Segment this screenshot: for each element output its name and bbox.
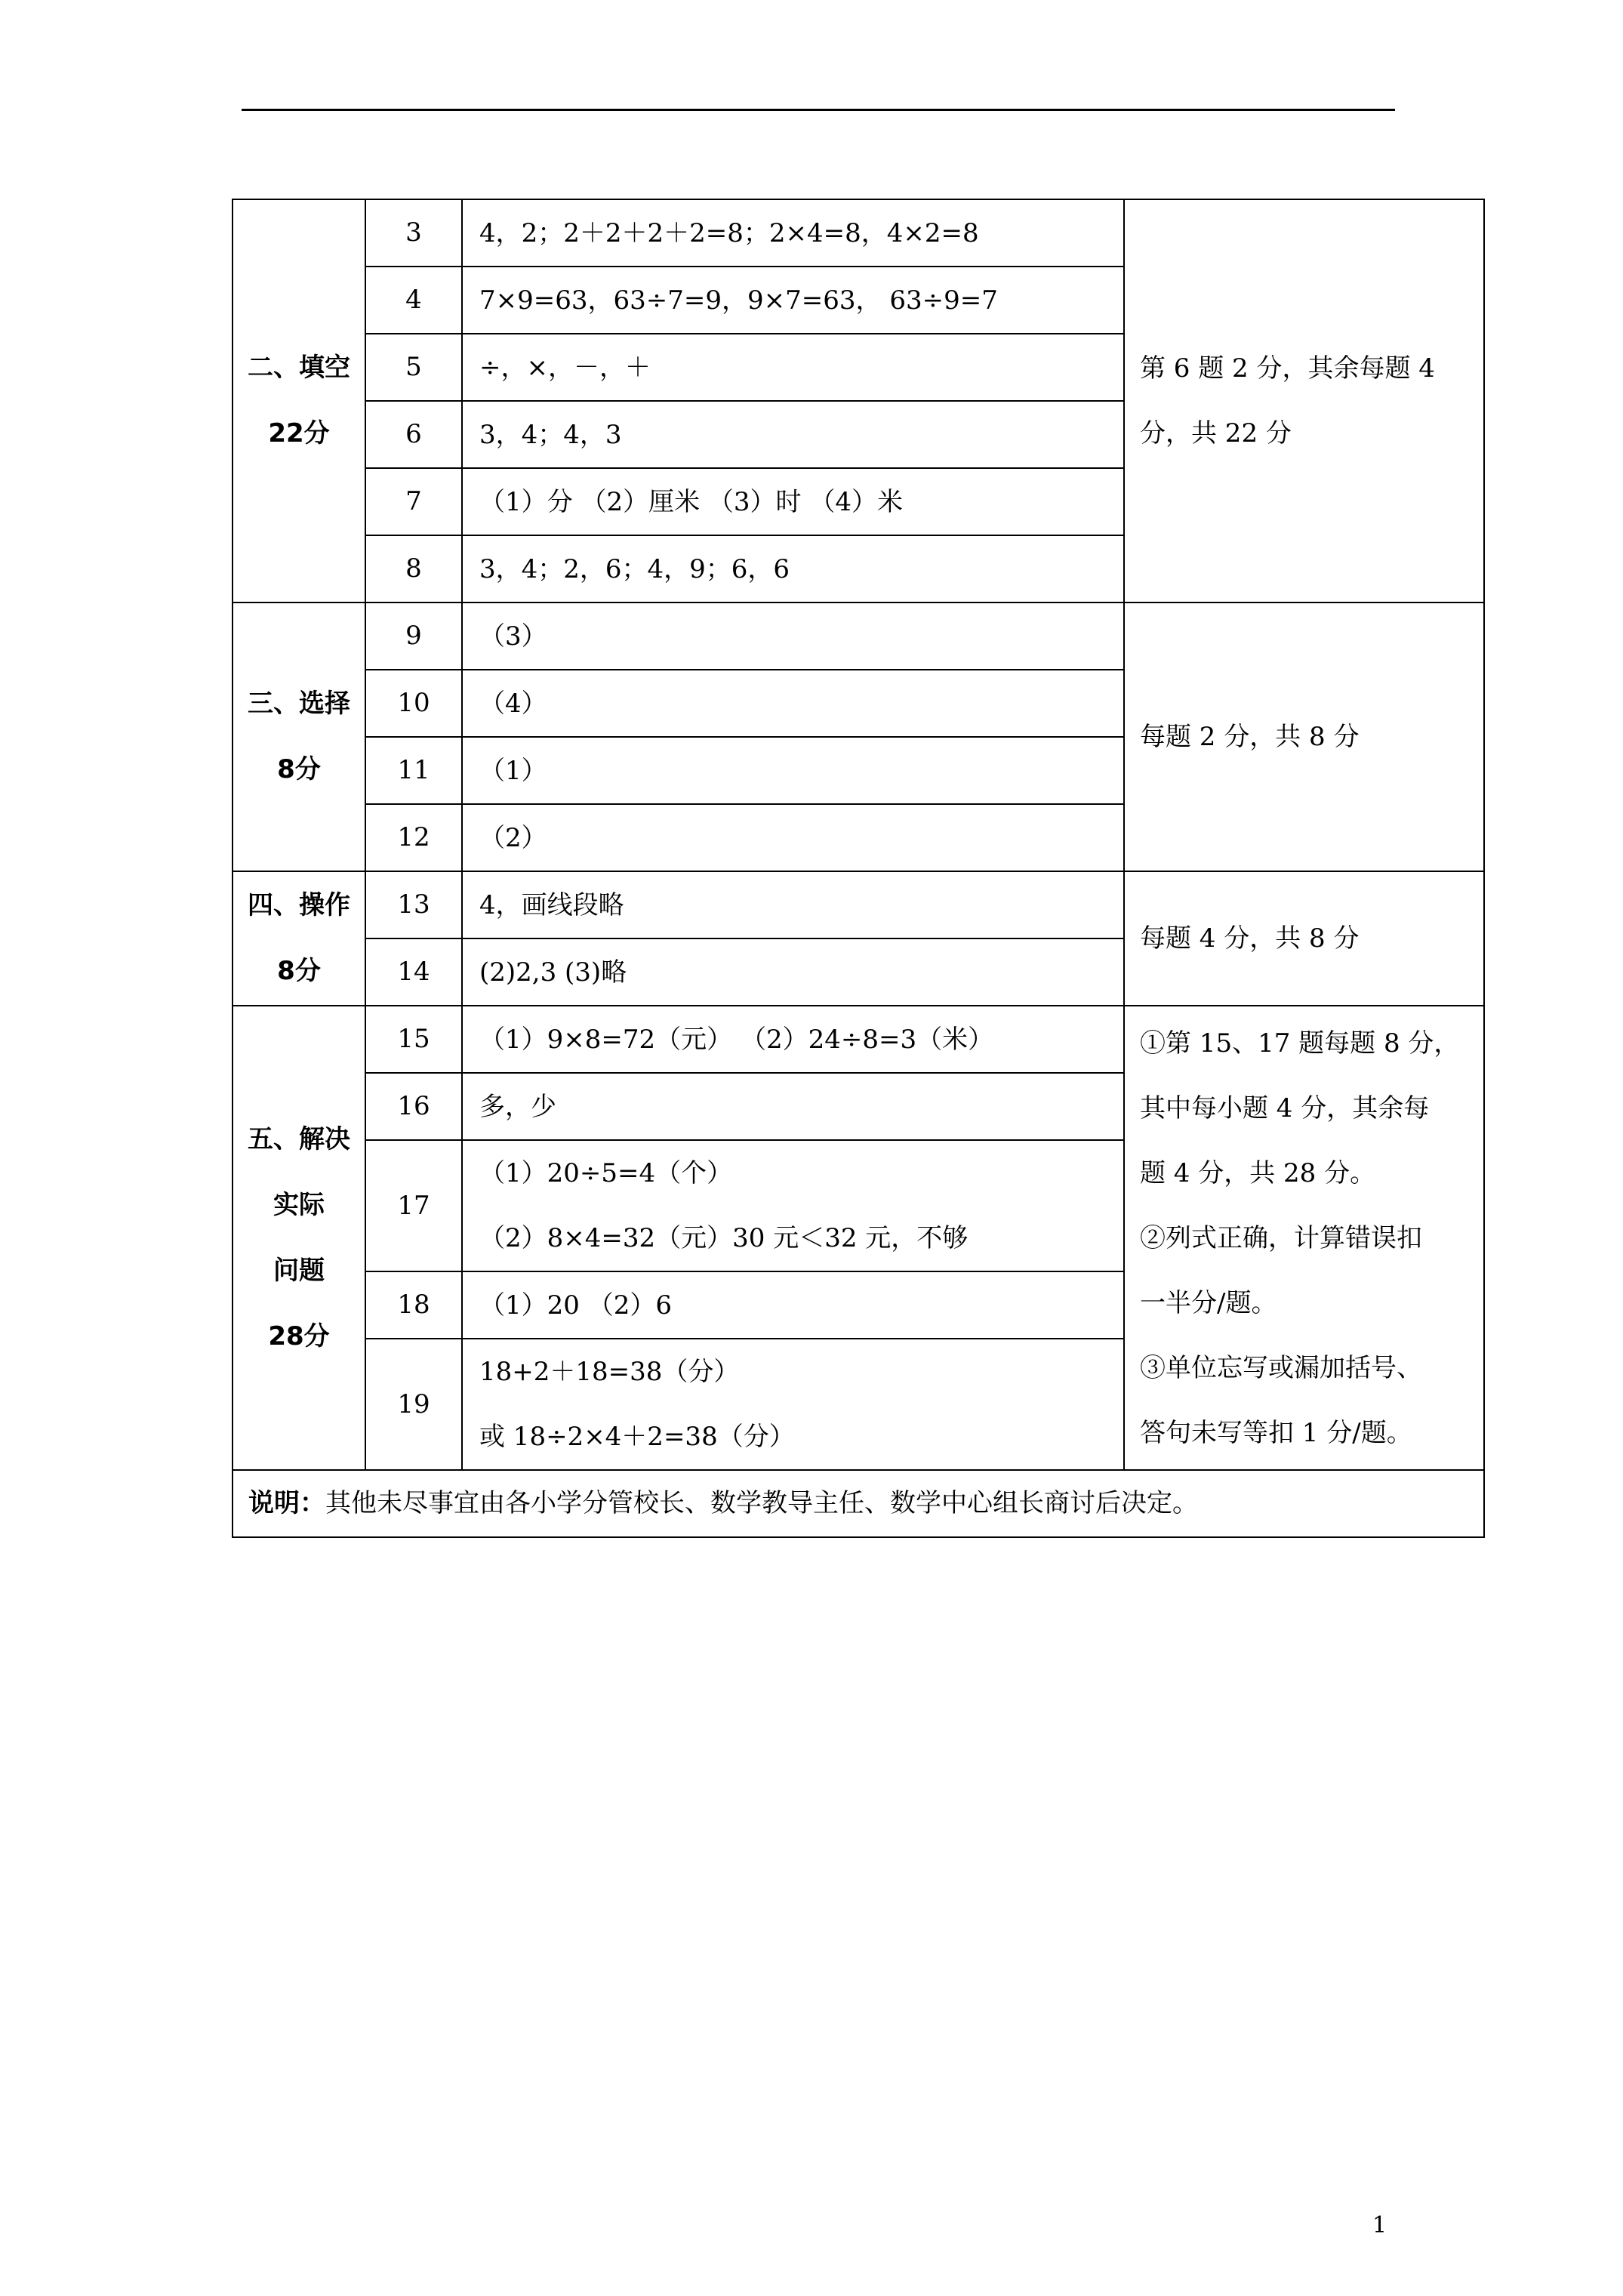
scoring-rule (1124, 199, 1484, 603)
question-number: 9 (365, 603, 462, 670)
answer-cell (462, 468, 1124, 535)
section-title (233, 871, 365, 1006)
section-title-line: 28分 (268, 1321, 330, 1351)
answer-line: (2)2,3 (3)略 (479, 957, 627, 988)
section-title-line: 8分 (277, 754, 321, 784)
question-number: 12 (365, 804, 462, 871)
question-number: 10 (365, 670, 462, 737)
answer-cell (462, 871, 1124, 938)
answer-line: ÷，×，－，＋ (479, 352, 651, 383)
answer-line: 4，画线段略 (479, 889, 624, 920)
question-number: 17 (365, 1140, 462, 1271)
scoring-rule-line: ②列式正确，计算错误扣 (1140, 1222, 1422, 1253)
answer-line: （1）分 （2）厘米 （3）时 （4）米 (479, 486, 903, 517)
question-number: 4 (365, 267, 462, 334)
scoring-rule-line: 一半分/题。 (1140, 1287, 1277, 1318)
section-title-line: 问题 (273, 1255, 325, 1286)
answer-cell (462, 1073, 1124, 1140)
question-number: 18 (365, 1271, 462, 1339)
scoring-rule-line: 第 6 题 2 分，其余每题 4 (1140, 353, 1435, 384)
answer-cell (462, 804, 1124, 871)
answer-cell (462, 1006, 1124, 1073)
scoring-rule-line: 分，共 22 分 (1140, 418, 1292, 448)
answer-line: （4） (479, 688, 547, 719)
answer-row (233, 871, 1484, 938)
scoring-rule-line: ①第 15、17 题每题 8 分， (1140, 1028, 1460, 1059)
question-number: 14 (365, 938, 462, 1006)
answer-line: 多，少 (479, 1091, 556, 1122)
scoring-rule (1124, 871, 1484, 1006)
answer-cell (462, 1339, 1124, 1470)
answer-cell (462, 1271, 1124, 1339)
scoring-rule-line: 其中每小题 4 分，其余每 (1140, 1093, 1430, 1123)
answer-line: 18+2＋18=38（分） (479, 1357, 740, 1387)
note-cell (233, 1470, 1484, 1537)
scoring-rule (1124, 603, 1484, 871)
section-title-line: 8分 (277, 956, 321, 986)
question-number: 3 (365, 199, 462, 267)
answer-row (233, 1006, 1484, 1073)
scoring-rule-line: 答句未写等扣 1 分/题。 (1140, 1417, 1412, 1448)
answer-line: （2） (479, 822, 547, 853)
answer-cell (462, 603, 1124, 670)
answer-line: （3） (479, 621, 547, 652)
answer-line: 7×9=63，63÷7=9，9×7=63， 63÷9=7 (479, 285, 998, 316)
note-text: 其他未尽事宜由各小学分管校长、数学教导主任、数学中心组长商讨后决定。 (325, 1488, 1198, 1518)
answer-cell (462, 401, 1124, 468)
answer-key-table-body (233, 199, 1484, 1470)
answer-row (233, 199, 1484, 267)
answer-cell (462, 1140, 1124, 1271)
note-row (233, 1470, 1484, 1537)
section-title-line: 五、解决 (248, 1123, 350, 1154)
answer-cell (462, 267, 1124, 334)
answer-cell (462, 535, 1124, 603)
section-title-line: 实际 (273, 1189, 325, 1220)
answer-cell (462, 670, 1124, 737)
answer-cell (462, 737, 1124, 804)
answer-line: 4，2；2＋2＋2＋2=8；2×4=8，4×2=8 (479, 217, 979, 248)
answer-line: 3，4；4，3 (479, 419, 622, 450)
section-title (233, 1006, 365, 1470)
question-number: 5 (365, 334, 462, 401)
answer-row (233, 603, 1484, 670)
scoring-rule-line: 每题 2 分，共 8 分 (1140, 722, 1360, 752)
question-number: 15 (365, 1006, 462, 1073)
question-number: 6 (365, 401, 462, 468)
question-number: 11 (365, 737, 462, 804)
answer-cell (462, 938, 1124, 1006)
section-title-line: 22分 (268, 418, 330, 448)
answer-cell (462, 334, 1124, 401)
question-number: 13 (365, 871, 462, 938)
scoring-rule (1124, 1006, 1484, 1470)
answer-line: （1）20÷5=4（个） (479, 1158, 733, 1188)
header-rule (242, 109, 1395, 111)
scoring-rule-line: 每题 4 分，共 8 分 (1140, 923, 1360, 954)
section-title-line: 三、选择 (248, 689, 350, 719)
answer-line: 3，4；2，6；4，9；6，6 (479, 553, 790, 584)
section-title (233, 603, 365, 871)
section-title (233, 199, 365, 603)
answer-line: （1） (479, 755, 547, 786)
scoring-rule-line: ③单位忘写或漏加括号、 (1140, 1352, 1422, 1383)
page-number: 1 (1372, 2212, 1387, 2239)
answer-line: （1）9×8=72（元） （2）24÷8=3（米） (479, 1024, 994, 1055)
question-number: 7 (365, 468, 462, 535)
answer-key-table (232, 199, 1485, 1538)
answer-line: （2）8×4=32（元）30 元＜32 元，不够 (479, 1223, 969, 1253)
note-label: 说明： (248, 1488, 325, 1518)
answer-line: 或 18÷2×4＋2=38（分） (479, 1422, 795, 1452)
answer-cell (462, 199, 1124, 267)
section-title-line: 二、填空 (248, 353, 350, 383)
question-number: 19 (365, 1339, 462, 1470)
question-number: 16 (365, 1073, 462, 1140)
answer-line: （1）20 （2）6 (479, 1290, 672, 1321)
question-number: 8 (365, 535, 462, 603)
scoring-rule-line: 题 4 分，共 28 分。 (1140, 1157, 1376, 1188)
section-title-line: 四、操作 (248, 890, 350, 920)
